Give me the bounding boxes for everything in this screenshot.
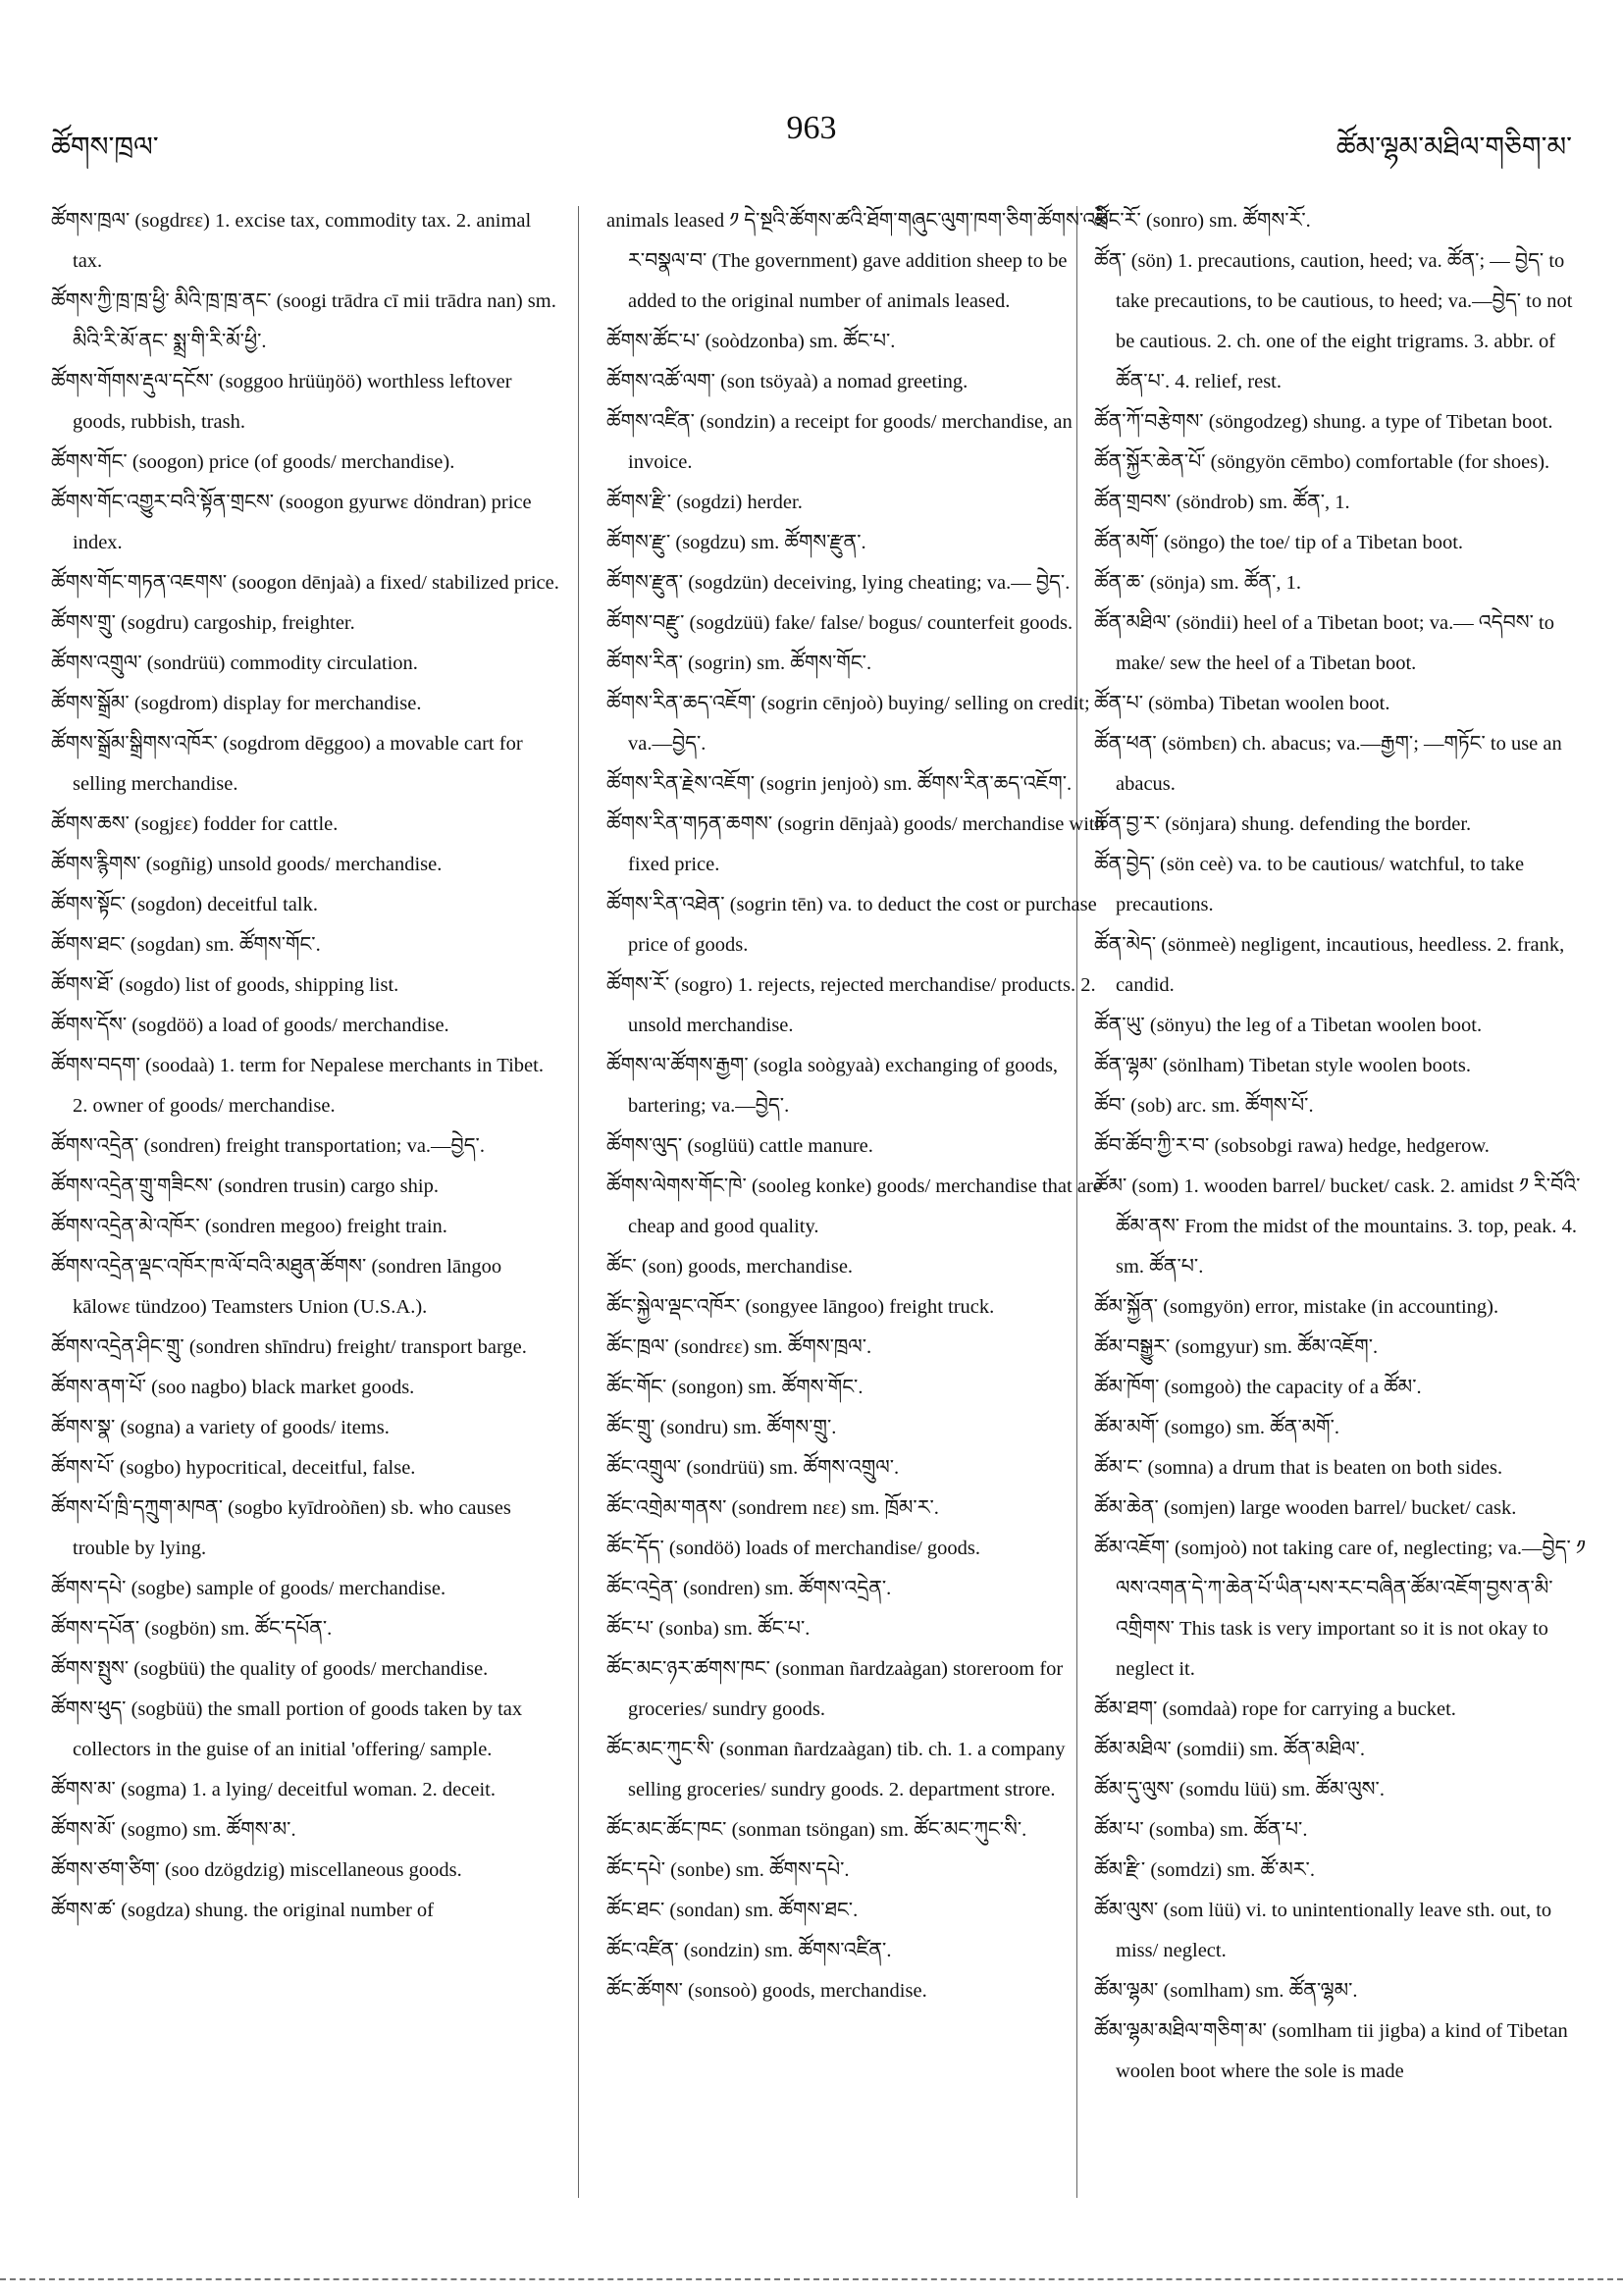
dictionary-entry: ཚོགས་ཐང་ (sogdan) sm. ཚོགས་གོང་. [51, 934, 321, 956]
dictionary-entry: ཚོན་ཆ་ (sönja) sm. ཚོན་, 1. [1094, 572, 1302, 594]
dictionary-entry: ཚོམ་པ་ (somba) sm. ཚོན་པ་. [1094, 1819, 1308, 1841]
dictionary-entry: ཚོམ་སྐྱོན་ (somgyön) error, mistake (in accounting). [1094, 1296, 1499, 1318]
dictionary-entry: ཚོང་མང་ཀུང་སི་ (sonman ñardzaàgan) tib. ch. 1. a company selling groceries/ sundry goods. 2. department strore. [606, 1739, 1066, 1800]
dictionary-entry: ཚོམ་ལྷམ་ (somlham) sm. ཚོན་ལྷམ་. [1094, 1980, 1358, 2002]
dictionary-entry: ཚོང་པ་ (sonba) sm. ཚོང་པ་. [606, 1618, 811, 1640]
dictionary-entry: ཚོགས་རིན་འཐེན་ (sogrin tēn) va. to deduct the cost or purchase price of goods. [606, 894, 1097, 956]
page-number: 963 [786, 110, 837, 146]
dictionary-entry: ཚོང་ཁྲལ་ (sondrεε) sm. ཚོགས་ཁྲལ་. [606, 1336, 872, 1358]
dictionary-entry: ཚོགས་རིན་ཆད་འཇོག་ (sogrin cēnjoò) buying/ selling on credit; va.—བྱེད་. [606, 693, 1090, 755]
running-head-right: ཚོམ་ལྷམ་མཐིལ་གཅིག་མ་ [1335, 130, 1572, 163]
dictionary-entry: ཚོན་པ་ (sömba) Tibetan woolen boot. [1094, 693, 1390, 714]
column-right [1094, 201, 1590, 2203]
dictionary-entry: ཚོགས་ཐོ་ (sogdo) list of goods, shipping list. [51, 974, 399, 996]
dictionary-entry: ཚོབ་ཚོབ་ཀྱི་ར་བ་ (sobsobgi rawa) hedge, hedgerow. [1094, 1135, 1490, 1157]
dictionary-entry: ཚོགས་སྒྲོམ་ (sogdrom) display for merchandise. [51, 693, 422, 714]
dictionary-entry: ཚོགས་དཔོན་ (sogbön) sm. ཚོང་དཔོན་. [51, 1618, 333, 1640]
dictionary-entry: ཚོགས་སྣ་ (sogna) a variety of goods/ items. [51, 1417, 390, 1438]
dictionary-entry: ཚོགས་མོ་ (sogmo) sm. ཚོགས་མ་. [51, 1819, 296, 1841]
dictionary-entry: ཚོགས་གོང་ (soogon) price (of goods/ merchandise). [51, 451, 455, 473]
dictionary-entry: ཚོམ་ང་ (somna) a drum that is beaten on both sides. [1094, 1457, 1503, 1479]
dictionary-entry: ཚོང་ཚོགས་ (sonsoò) goods, merchandise. [606, 1980, 927, 2002]
dictionary-entry: ཚོགས་གྲུ་ (sogdru) cargoship, freighter. [51, 612, 355, 634]
dictionary-entry: ཚོགས་རྫི་ (sogdzi) herder. [606, 492, 803, 513]
dictionary-entry: ཚོགས་འདྲེན་མེ་འཁོར་ (sondren megoo) freight train. [51, 1216, 447, 1237]
dictionary-entry: ཚོང་མང་ཚོང་ཁང་ (sonman tsöngan) sm. ཚོང་མང་ཀུང་སི་. [606, 1819, 1027, 1841]
dictionary-entry: ཚོགས་འདྲེན་ (sondren) freight transportation; va.—བྱེད་. [51, 1135, 485, 1157]
dictionary-entry: animals leased ༡ དེ་སྔའི་ཚོགས་ཚའི་ཐོག་གཞུང་ལུག་ཁག་ཅིག་ཚོགས་འཕྲི་ར་བསྣལ་བ་ (The government) gave addition sheep to be added to the original number of animals leased. [606, 210, 1113, 312]
dictionary-entry: ཚོན་ཕན་ (sömbεn) ch. abacus; va.—རྒྱག་; —གཏོང་ to use an abacus. [1094, 733, 1562, 795]
dictionary-entry: ཚོགས་ཁྲལ་ (sogdrεε) 1. excise tax, commodity tax. 2. animal tax. [51, 210, 532, 272]
page-edge-rule [0, 2278, 1623, 2280]
dictionary-entry: ཚོགས་པོ་ (sogbo) hypocritical, deceitful, false. [51, 1457, 416, 1479]
dictionary-entry: ཚོགས་དོས་ (sogdöö) a load of goods/ merchandise. [51, 1015, 449, 1036]
dictionary-entry: ཚོགས་རིན་རྗེས་འཇོག་ (sogrin jenjoò) sm. ཚོགས་རིན་ཆད་འཇོག་. [606, 773, 1073, 795]
dictionary-entry: ཚོགས་ཀྱི་ཁྲ་ཁྲ་ཕྱི་ མིའི་ཁྲ་ཁྲ་ནང་ (soogi trādra cī mii trādra nan) sm. མིའི་རི་མོ་ནང་ སྨྲ་གི་རི་མོ་ཕྱི་. [51, 290, 556, 352]
dictionary-entry: ཚོགས་ལེགས་གོང་ཁེ་ (sooleg konke) goods/ merchandise that are cheap and good quality. [606, 1175, 1102, 1237]
dictionary-entry: ཚོགས་འཛིན་ (sondzin) a receipt for goods/ merchandise, an invoice. [606, 411, 1073, 473]
dictionary-entry: ཚོགས་གོང་འགྱུར་བའི་སྟོན་གྲངས་ (soogon gyurwε döndran) price index. [51, 492, 532, 553]
dictionary-entry: ཚོགས་རིན་གཏན་ཆགས་ (sogrin dēnjaà) goods/ merchandise with fixed price. [606, 813, 1105, 875]
dictionary-entry: ཚོན་བྱེད་ (sön ceè) va. to be cautious/ watchful, to take precautions. [1094, 854, 1525, 915]
dictionary-entry: ཚོན་མཐིལ་ (söndii) heel of a Tibetan boot; va.— འདེབས་ to make/ sew the heel of a Tibetan boot. [1094, 612, 1554, 674]
dictionary-entry: ཚོགས་རོ་ (sogro) 1. rejects, rejected merchandise/ products. 2. unsold merchandise. [606, 974, 1096, 1036]
dictionary-entry: ཚོང་རོ་ (sonro) sm. ཚོགས་རོ་. [1094, 210, 1311, 232]
dictionary-entry: ཚོམ་རྫི་ (somdzi) sm. ཚོ་མར་. [1094, 1859, 1315, 1881]
dictionary-entry: ཚོགས་མ་ (sogma) 1. a lying/ deceitful woman. 2. deceit. [51, 1779, 496, 1800]
dictionary-entry: ཚོགས་བརྫུ་ (sogdzüü) fake/ false/ bogus/ counterfeit goods. [606, 612, 1073, 634]
dictionary-entry: ཚོན་མགོ་ (söngo) the toe/ tip of a Tibetan boot. [1094, 532, 1464, 553]
dictionary-entry: ཚོན་གྲབས་ (söndrob) sm. ཚོན་, 1. [1094, 492, 1350, 513]
dictionary-entry: ཚོང་གོང་ (songon) sm. ཚོགས་གོང་. [606, 1377, 864, 1398]
dictionary-entry: ཚོགས་ཙག་ཙིག་ (soo dzögdzig) miscellaneous goods. [51, 1859, 462, 1881]
column-middle [606, 201, 1117, 2203]
dictionary-entry: ཚོགས་རྙིགས་ (sogñig) unsold goods/ merchandise. [51, 854, 443, 875]
dictionary-entry: ཚོམ་བསྒྱུར་ (somgyur) sm. ཚོམ་འཇོག་. [1094, 1336, 1379, 1358]
dictionary-entry: ཚོབ་ (sob) arc. sm. ཚོགས་པོ་. [1094, 1095, 1314, 1117]
dictionary-entry: ཚོགས་རྫུན་ (sogdzün) deceiving, lying cheating; va.— བྱེད་. [606, 572, 1071, 594]
dictionary-entry: ཚོང་འགྲུལ་ (sondrüü) sm. ཚོགས་འགྲུལ་. [606, 1457, 900, 1479]
dictionary-entry: ཚོང་གྲུ་ (sondru) sm. ཚོགས་གྲུ་. [606, 1417, 837, 1438]
dictionary-entry: ཚོགས་སྒྲོམ་སྒྲིགས་འཁོར་ (sogdrom dēggoo) a movable cart for selling merchandise. [51, 733, 523, 795]
dictionary-entry: ཚོགས་འདྲེན་ཤིང་གྲུ་ (sondren shīndru) freight/ transport barge. [51, 1336, 527, 1358]
dictionary-entry: ཚོམ་མགོ་ (somgo) sm. ཚོན་མགོ་. [1094, 1417, 1339, 1438]
dictionary-entry: ཚོང་དཔེ་ (sonbe) sm. ཚོགས་དཔེ་. [606, 1859, 850, 1881]
dictionary-entry: ཚོགས་འདྲེན་གྲུ་གཟིངས་ (sondren trusin) cargo ship. [51, 1175, 439, 1197]
dictionary-entry: ཚོང་མང་ཉར་ཚགས་ཁང་ (sonman ñardzaàgan) storeroom for groceries/ sundry goods. [606, 1658, 1064, 1720]
dictionary-entry: ཚོན་ཀོ་བརྩེགས་ (söngodzeg) shung. a type of Tibetan boot. [1094, 411, 1553, 433]
dictionary-entry: ཚོམ་དུ་ལུས་ (somdu lüü) sm. ཚོམ་ལུས་. [1094, 1779, 1385, 1800]
dictionary-entry: ཚོང་ཐང་ (sondan) sm. ཚོགས་ཐང་. [606, 1900, 859, 1921]
dictionary-entry: ཚོགས་རིན་ (sogrin) sm. ཚོགས་གོང་. [606, 652, 872, 674]
dictionary-entry: ཚོགས་ལ་ཚོགས་རྒྱག་ (sogla soògyaà) exchanging of goods, bartering; va.—བྱེད་. [606, 1055, 1059, 1117]
dictionary-entry: ཚོམ་མཐིལ་ (somdii) sm. ཚོན་མཐིལ་. [1094, 1739, 1365, 1760]
dictionary-entry: ཚོང་འདྲེན་ (sondren) sm. ཚོགས་འདྲེན་. [606, 1578, 892, 1599]
dictionary-entry: ཚོགས་འདྲེན་ལྡང་འཁོར་ཁ་ལོ་བའི་མཐུན་ཚོགས་ (sondren lāngoo kālowε tündzoo) Teamsters Union (U.S.A.). [51, 1256, 502, 1318]
dictionary-entry: ཚོགས་སྟོང་ (sogdon) deceitful talk. [51, 894, 318, 915]
dictionary-entry: ཚོང་དོད་ (sondöö) loads of merchandise/ goods. [606, 1538, 981, 1559]
dictionary-entry: ཚོམ་ཆེན་ (somjen) large wooden barrel/ bucket/ cask. [1094, 1497, 1517, 1519]
running-head-left: ཚོགས་ཁྲལ་ [51, 130, 159, 163]
dictionary-entry: ཚོན་སྐྱོར་ཆེན་པོ་ (söngyön cēmbo) comfortable (for shoes). [1094, 451, 1550, 473]
dictionary-entry: ཚོགས་ཆས་ (sogjεε) fodder for cattle. [51, 813, 339, 835]
dictionary-entry: ཚོན་ (sön) 1. precautions, caution, heed; va. ཚོན་; — བྱེད་ to take precautions, to be cautious, to heed; va.—བྱེད་ to not be cautious. 2. ch. one of the eight trigrams. 3. abbr. of ཚོན་པ་. 4. relief, rest. [1094, 250, 1573, 392]
dictionary-entry: ཚོགས་བདག་ (soodaà) 1. term for Nepalese merchants in Tibet. 2. owner of goods/ merchandise. [51, 1055, 544, 1117]
dictionary-entry: ཚོགས་རྫུ་ (sogdzu) sm. ཚོགས་རྫུན་. [606, 532, 866, 553]
dictionary-entry: ཚོམ་ཐག་ (somdaà) rope for carrying a bucket. [1094, 1698, 1456, 1720]
dictionary-entry: ཚོགས་པོ་ཁྲི་དཀྲུག་མཁན་ (sogbo kyīdroòñen) sb. who causes trouble by lying. [51, 1497, 511, 1559]
dictionary-entry: ཚོང་སྐྱེལ་ལྡང་འཁོར་ (songyee lāngoo) freight truck. [606, 1296, 995, 1318]
dictionary-entry: ཚོན་མེད་ (sönmeè) negligent, incautious, heedless. 2. frank, candid. [1094, 934, 1565, 996]
dictionary-entry: ཚོགས་གོགས་རྡུལ་དངོས་ (soggoo hrüüŋöö) worthless leftover goods, rubbish, trash. [51, 371, 512, 433]
dictionary-entry: ཚོགས་སྤུས་ (sogbüü) the quality of goods/ merchandise. [51, 1658, 489, 1680]
dictionary-entry: ཚོམ་ལུས་ (som lüü) vi. to unintentionally leave sth. out, to miss/ neglect. [1094, 1900, 1552, 1961]
dictionary-entry: ཚོགས་ལུད་ (soglüü) cattle manure. [606, 1135, 873, 1157]
dictionary-entry: ཚོང་ (son) goods, merchandise. [606, 1256, 854, 1278]
dictionary-entry: ཚོགས་ཕུད་ (sogbüü) the small portion of goods taken by tax collectors in the guise of an initial 'offering/ sample. [51, 1698, 523, 1760]
dictionary-entry: ཚོན་ཡུ་ (sönyu) the leg of a Tibetan woolen boot. [1094, 1015, 1483, 1036]
dictionary-entry: ཚོགས་འགྲུལ་ (sondrüü) commodity circulation. [51, 652, 418, 674]
dictionary-entry: ཚོང་འགྲེམ་གནས་ (sondrem nεε) sm. ཁྲོམ་ར་. [606, 1497, 939, 1519]
dictionary-entry: ཚོམ་ཁོག་ (somgoò) the capacity of a ཚོམ་. [1094, 1377, 1422, 1398]
dictionary-entry: ཚོགས་གོང་གཏན་འཇགས་ (soogon dēnjaà) a fixed/ stabilized price. [51, 572, 559, 594]
dictionary-entry: ཚོན་ལྷམ་ (sönlham) Tibetan style woolen boots. [1094, 1055, 1471, 1076]
dictionary-entry: ཚོན་བྱ་ར་ (sönjara) shung. defending the border. [1094, 813, 1472, 835]
dictionary-entry: ཚོམ་ (som) 1. wooden barrel/ bucket/ cask. 2. amidst ༡ རི་བོའི་ཚོམ་ནས་ From the midst of the mountains. 3. top, peak. 4. sm. ཚོན་པ་. [1094, 1175, 1581, 1278]
column-divider [578, 206, 579, 2198]
dictionary-entry: ཚོང་འཛིན་ (sondzin) sm. ཚོགས་འཛིན་. [606, 1940, 892, 1961]
dictionary-entry: ཚོགས་འཚོ་ལག་ (son tsöyaà) a nomad greeting. [606, 371, 969, 392]
dictionary-entry: ཚོགས་ཚོང་པ་ (soòdzonba) sm. ཚོང་པ་. [606, 331, 896, 352]
dictionary-entry: ཚོགས་ཚ་ (sogdza) shung. the original number of [51, 1900, 435, 1921]
dictionary-entry: ཚོགས་དཔེ་ (sogbe) sample of goods/ merchandise. [51, 1578, 446, 1599]
dictionary-entry: ཚོགས་ནག་པོ་ (soo nagbo) black market goods. [51, 1377, 415, 1398]
dictionary-entry: ཚོམ་ལྷམ་མཐིལ་གཅིག་མ་ (somlham tii jigba) a kind of Tibetan woolen boot where the sole is made [1094, 2020, 1568, 2082]
dictionary-entry: ཚོམ་འཇོག་ (somjoò) not taking care of, neglecting; va.—བྱེད་ ༡ ལས་འགན་དེ་ཀ་ཆེན་པོ་ཡིན་པས་རང་བཞིན་ཚོམ་འཇོག་བྱས་ན་མི་འགྲིགས་ This task is very important so it is not okay to neglect it. [1094, 1538, 1586, 1680]
column-left [51, 201, 561, 2203]
